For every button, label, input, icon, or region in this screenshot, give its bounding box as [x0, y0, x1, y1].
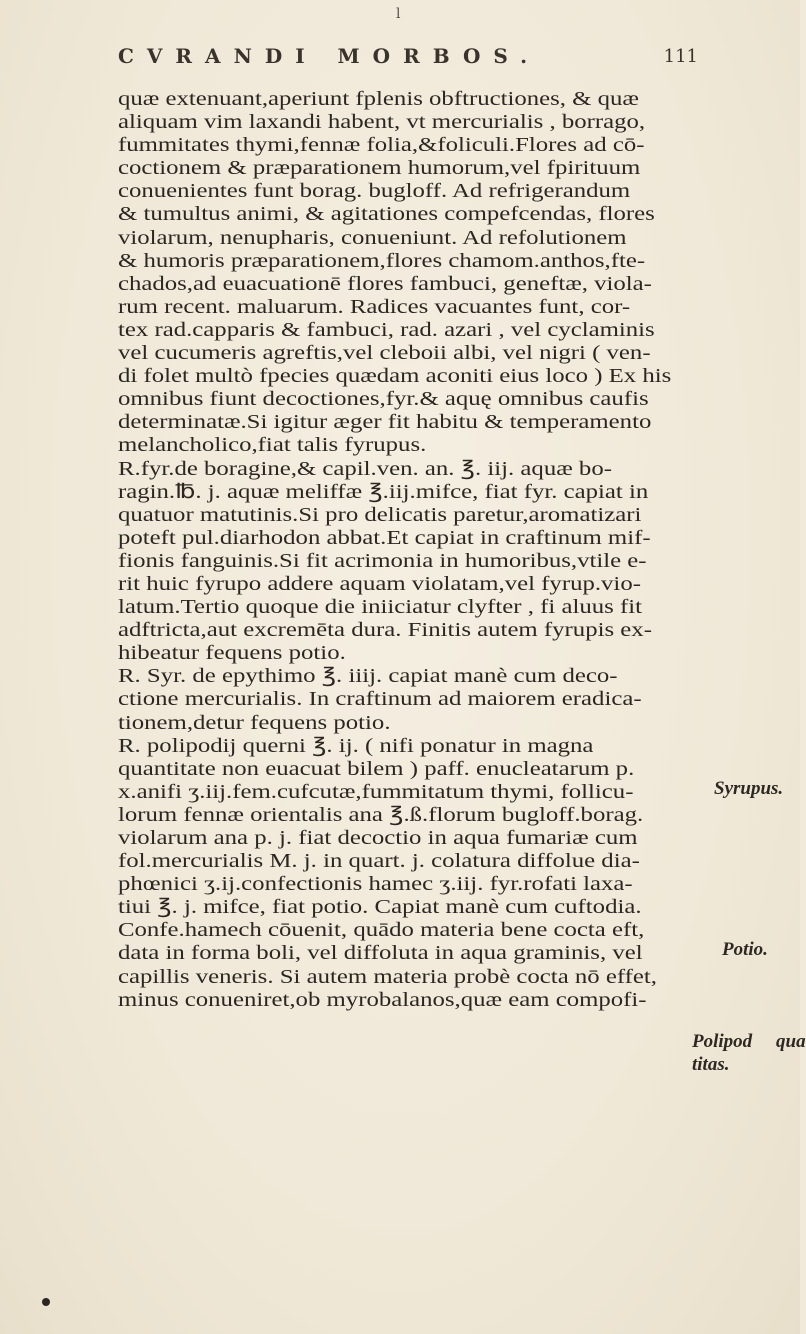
text-line: R.fyr.de boragine,& capil.ven. an. ℥. iij. aquæ bo- [118, 457, 612, 480]
text-line: hibeatur fequens potio. [118, 642, 346, 665]
margin-note-qua: qua [776, 1031, 806, 1052]
text-line: poteft pul.diarhodon abbat.Et capiat in craftinum mif- [118, 526, 651, 549]
text-line: lorum fennæ orientalis ana ℥.ß.florum bugloff.borag. [118, 803, 644, 826]
text-line: coctionem & præparationem humorum,vel fpirituum [118, 157, 641, 180]
text-line: violarum ana p. j. fiat decoctio in aqua fumariæ cum [118, 827, 638, 849]
text-line: data in forma boli, vel diffoluta in aqua graminis, vel [118, 942, 643, 965]
page-number: 111 [663, 46, 698, 67]
text-line: ctione mercurialis. In craftinum ad maiorem eradica- [118, 688, 642, 711]
text-line: capillis veneris. Si autem materia probè cocta nō effet, [118, 965, 658, 988]
text-line: rit huic fyrupo addere aquam violatam,vel fyrup.vio- [118, 572, 641, 595]
text-line: fummitates thymi,fennæ folia,&foliculi.Flores ad cō- [118, 134, 645, 157]
text-line: conuenientes funt borag. bugloff. Ad refrigerandum [118, 180, 631, 203]
text-line: fol.mercurialis M. j. in quart. j. colatura diffolue dia- [118, 850, 640, 873]
margin-note-titas: titas. [692, 1054, 730, 1075]
text-line: phœnici ʒ.ij.confectionis hamec ʒ.iij. fyr.rofati laxa- [118, 873, 633, 896]
text-line: Confe.hamech cōuenit, quādo materia bene cocta eft, [118, 919, 645, 942]
text-line: & humoris præparationem,flores chamom.anthos,fte- [118, 249, 646, 272]
text-line: tiui ℥. j. mifce, fiat potio. Capiat manè cum cuftodia. [118, 896, 642, 919]
text-line: & tumultus animi, & agitationes compefcendas, flores [118, 203, 655, 226]
main-text [118, 88, 672, 1012]
text-line: rum recent. maluarum. Radices vacuantes funt, cor- [118, 295, 631, 318]
text-line: aliquam vim laxandi habent, vt mercurialis , borrago, [118, 111, 646, 134]
margin-note-polipod: Polipod [692, 1031, 753, 1052]
text-line: di folet multò fpecies quædam aconiti eius loco ) Ex his [118, 365, 672, 388]
text-line: latum.Tertio quoque die iniiciatur clyfter , fi aluus fit [118, 596, 643, 619]
text-line: determinatæ.Si igitur æger fit habitu & temperamento [118, 411, 652, 434]
margin-note-syrupus: Syrupus. [714, 778, 784, 799]
text-line: x.anifi ʒ.iij.fem.cufcutæ,fummitatum thymi, follicu- [118, 780, 634, 803]
running-title: CVRANDI MORBOS. [118, 44, 541, 68]
text-line: quatuor matutinis.Si pro delicatis paretur,aromatizari [118, 503, 642, 526]
text-line: violarum, nenupharis, conueniunt. Ad refolutionem [118, 226, 627, 249]
running-header [118, 44, 698, 74]
text-line: vel cucumeris agreftis,vel cleboii albi, vel nigri ( ven- [118, 342, 651, 365]
text-line: quæ extenuant,aperiunt fplenis obftructiones, & quæ [118, 88, 639, 110]
text-line: minus conueniret,ob myrobalanos,quæ eam compofi- [118, 988, 647, 1011]
text-line: melancholico,fiat talis fyrupus. [118, 434, 427, 457]
text-line: fionis fanguinis.Si fit acrimonia in humoribus,vtile e- [118, 549, 647, 572]
text-line: chados,ad euacuationē flores fambuci, geneftæ, viola- [118, 272, 652, 295]
text-line: quantitate non euacuat bilem ) paff. enucleatarum p. [118, 757, 635, 780]
text-line: R. Syr. de epythimo ℥. iiij. capiat manè cum deco- [118, 665, 618, 688]
text-line: R. polipodij querni ℥. ij. ( nifi ponatur in magna [118, 734, 594, 757]
text-line: tex rad.capparis & fambuci, rad. azari , vel cyclaminis [118, 318, 655, 341]
text-line: adftricta,aut excremēta dura. Finitis autem fyrupis ex- [118, 619, 652, 642]
text-line: omnibus fiunt decoctiones,fyr.& aquę omnibus caufis [118, 388, 649, 411]
text-line: tionem,detur fequens potio. [118, 711, 391, 734]
signature-mark: l [396, 6, 401, 22]
ink-dot [42, 1298, 50, 1306]
margin-note-potio: Potio. [722, 939, 768, 960]
text-line: ragin.℔. j. aquæ meliffæ ℥.iij.mifce, fiat fyr. capiat in [118, 480, 649, 503]
